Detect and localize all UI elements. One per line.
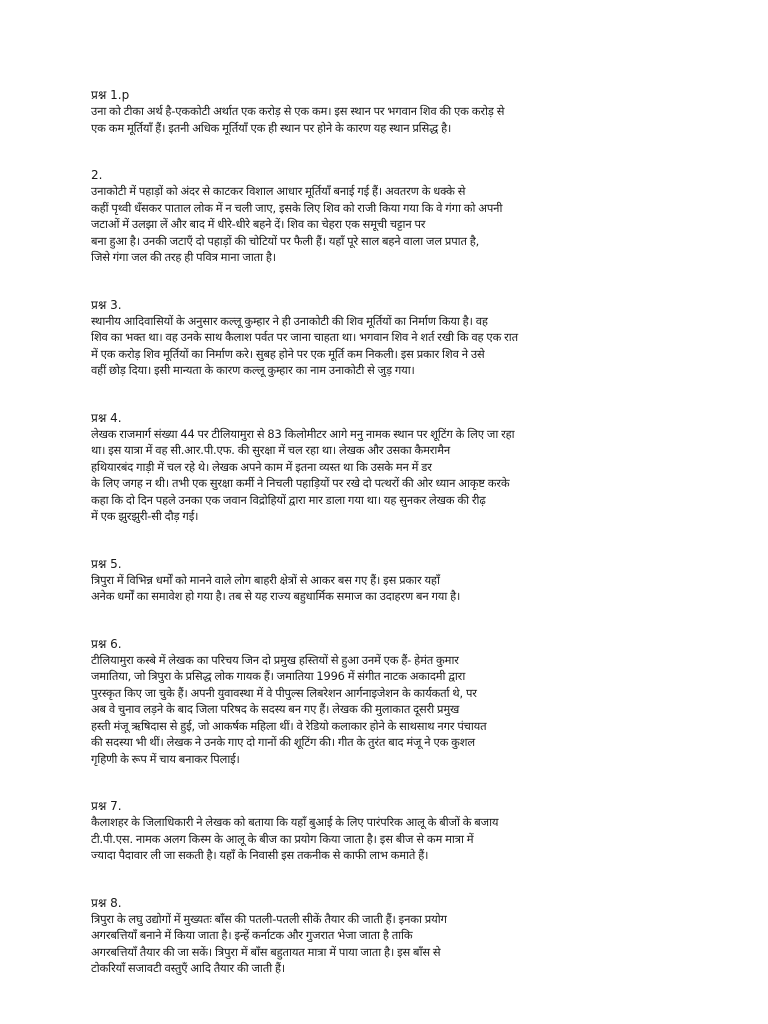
text-line: शिव का भक्त था। वह उनके साथ कैलाश पर्वत पर जाना चाहता था। भगवान शिव ने शर्त रखी कि वह एक रात [91, 330, 518, 344]
text-line: अब वे चुनाव लड़ने के बाद जिला परिषद के सदस्य बन गए हैं। लेखक की मुलाकात दूसरी प्रमुख [91, 702, 460, 716]
answer-block-8 [91, 896, 691, 977]
answer-text [91, 652, 691, 768]
answer-text [91, 911, 691, 977]
text-line: टोकरियाँ सजावटी वस्तुएँ आदि तैयार की जाती हैं। [91, 961, 286, 975]
text-line: पुरस्कृत किए जा चुके हैं। अपनी युवावस्था में वे पीपुल्स लिबरेशन आर्गनाइजेशन के कार्यकर्ता थे, पर [91, 685, 477, 700]
question-label: प्रश्न 3. [91, 297, 122, 312]
answer-block-6 [91, 637, 691, 768]
text-line: कैलाशहर के जिलाधिकारी ने लेखक को बताया कि यहाँ बुआई के लिए पारंपरिक आलू के बीजों के बजाय [91, 815, 499, 829]
text-line: टी.पी.एस. नामक अलग किस्म के आलू के बीज का प्रयोग किया जाता है। इस बीज से कम मात्रा में [91, 831, 474, 846]
text-line: कहीं पृथ्वी धँसकर पाताल लोक में न चली जाए, इसके लिए शिव को राजी किया गया कि वे गंगा को अपनी [91, 200, 503, 215]
answer-block-5 [91, 557, 691, 605]
text-line: त्रिपुरा के लघु उद्योगों में मुख्यतः बाँस की पतली-पतली सीकें तैयार की जाती हैं। इनका प्रयोग [91, 911, 447, 926]
document-page [91, 88, 691, 1009]
text-line: टीलियामुरा कस्बे में लेखक का परिचय जिन दो प्रमुख हस्तियों से हुआ उनमें एक हैं- हेमंत कुमार [91, 652, 459, 667]
text-line: अगरबत्तियाँ बनाने में किया जाता है। इन्हें कर्नाटक और गुजरात भेजा जाता है ताकि [91, 928, 413, 942]
question-label: 2. [91, 168, 103, 182]
text-line: ज्यादा पैदावार ली जा सकती है। यहाँ के निवासी इस तकनीक से काफी लाभ कमाते हैं। [91, 848, 429, 862]
text-line: त्रिपुरा में विभिन्न धर्मों को मानने वाले लोग बाहरी क्षेत्रों से आकर बस गए हैं। इस प्रकार यहाँ [91, 572, 440, 587]
answer-text [91, 426, 691, 525]
text-line: वहीं छोड़ दिया। इसी मान्यता के कारण कल्लू कुम्हार का नाम उनाकोटी से जुड़ गया। [91, 363, 415, 377]
text-line: कहा कि दो दिन पहले उनका एक जवान विद्रोहियों द्वारा मार डाला गया था। यह सुनकर लेखक की रीढ़ [91, 492, 486, 507]
answer-text [91, 103, 691, 136]
answer-block-2 [91, 168, 691, 266]
question-label: प्रश्न 7. [91, 799, 122, 813]
text-line: हस्ती मंजू ऋषिदास से हुई, जो आकर्षक महिला थीं। वे रेडियो कलाकार होने के साथसाथ नगर पंचायत [91, 718, 487, 733]
question-label: प्रश्न 6. [91, 636, 122, 651]
text-line: लेखक राजमार्ग संख्या 44 पर टीलियामुरा से 83 किलोमीटर आगे मनु नामक स्थान पर शूटिंग के लिए जा रहा [91, 426, 515, 441]
question-label: प्रश्न 4. [91, 410, 122, 425]
text-line: अगरबत्तियाँ तैयार की जा सकें। त्रिपुरा में बाँस बहुतायत मात्रा में पाया जाता है। इस बाँस से [91, 944, 441, 959]
answer-text [91, 313, 691, 379]
text-line: जिसे गंगा जल की तरह ही पवित्र माना जाता है। [91, 250, 276, 264]
answer-block-3 [91, 298, 691, 379]
text-line: स्थानीय आदिवासियों के अनुसार कल्लू कुम्हार ने ही उनाकोटी की शिव मूर्तियों का निर्माण किया है। वह [91, 313, 488, 328]
text-line: हथियारबंद गाड़ी में चल रहे थे। लेखक अपने काम में इतना व्यस्त था कि उसके मन में डर [91, 459, 432, 474]
text-line: जमातिया, जो त्रिपुरा के प्रसिद्ध लोक गायक हैं। जमातिया 1996 में संगीत नाटक अकादमी द्वारा [91, 669, 466, 683]
answer-text [91, 183, 691, 266]
question-label: प्रश्न 5. [91, 556, 122, 571]
answer-text [91, 572, 691, 605]
text-line: जटाओं में उलझा लें और बाद में धीरे-धीरे बहने दें। शिव का चेहरा एक समूची चट्टान पर [91, 217, 426, 231]
text-line: था। इस यात्रा में वह सी.आर.पी.एफ. की सुरक्षा में चल रहा था। लेखक और उसका कैमरामैन [91, 443, 451, 457]
answer-block-4 [91, 411, 691, 525]
text-line: एक कम मूर्तियाँ हैं। इतनी अधिक मूर्तियाँ एक ही स्थान पर होने के कारण यह स्थान प्रसिद्ध है। [91, 120, 452, 135]
text-line: की सदस्या भी थीं। लेखक ने उनके गाए दो गानों की शूटिंग की। गीत के तुरंत बाद मंजू ने एक कुशल [91, 735, 475, 749]
text-line: के लिए जगह न थी। तभी एक सुरक्षा कर्मी ने निचली पहाड़ियों पर रखे दो पत्थरों की ओर ध्यान आकृष्ट करके [91, 476, 510, 490]
text-line: में एक झुरझुरी-सी दौड़ गई। [91, 509, 199, 523]
text-line: उना को टीका अर्थ है-एककोटी अर्थात एक करोड़ से एक कम। इस स्थान पर भगवान शिव की एक करोड़ से [91, 104, 505, 118]
text-line: उनाकोटी में पहाड़ों को अंदर से काटकर विशाल आधार मूर्तियाँ बनाई गई हैं। अवतरण के धक्के से [91, 184, 466, 198]
answer-text [91, 814, 691, 864]
answer-block-7 [91, 799, 691, 864]
question-label: प्रश्न 1.p [91, 88, 130, 102]
text-line: बना हुआ है। उनकी जटाएँ दो पहाड़ों की चोटियों पर फैली हैं। यहाँ पूरे साल बहने वाला जल प्रपात है, [91, 233, 480, 248]
text-line: गृहिणी के रूप में चाय बनाकर पिलाई। [91, 751, 240, 766]
text-line: में एक करोड़ शिव मूर्तियों का निर्माण करे। सुबह होने पर एक मूर्ति कम निकली। इस प्रकार शिव ने उसे [91, 346, 485, 361]
question-label: प्रश्न 8. [91, 895, 122, 910]
text-line: अनेक धर्मों का समावेश हो गया है। तब से यह राज्य बहुधार्मिक समाज का उदाहरण बन गया है। [91, 589, 461, 603]
answer-block-1 [91, 88, 691, 136]
